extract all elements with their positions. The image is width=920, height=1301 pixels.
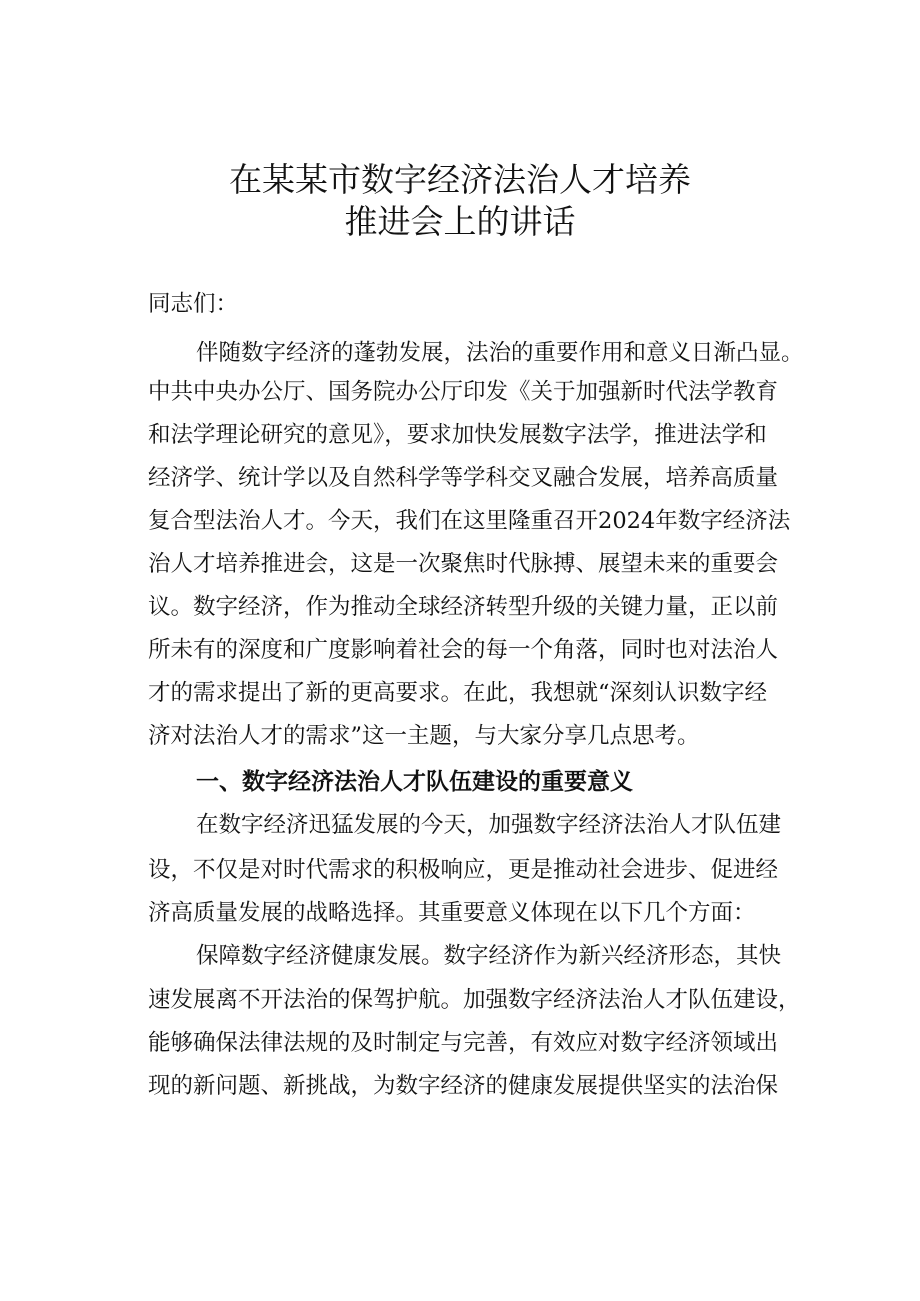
- section-heading: 一、数字经济法治人才队伍建设的重要意义: [196, 769, 633, 795]
- paragraph-2-line: 设，不仅是对时代需求的积极响应，更是推动社会进步、促进经: [148, 857, 779, 883]
- salutation: 同志们：: [148, 291, 239, 317]
- paragraph-2-line: 济高质量发展的战略选择。其重要意义体现在以下几个方面：: [148, 900, 756, 926]
- paragraph-1-line: 中共中央办公厅、国务院办公厅印发《关于加强新时代法学教育: [148, 379, 779, 405]
- paragraph-3-line: 保障数字经济健康发展。数字经济作为新兴经济形态，其快: [196, 943, 782, 969]
- paragraph-1-line: 所未有的深度和广度影响着社会的每一个角落，同时也对法治人: [148, 637, 779, 663]
- document-title-line-1: 在某某市数字经济法治人才培养: [229, 160, 691, 199]
- paragraph-1-line: 议。数字经济，作为推动全球经济转型升级的关键力量，正以前: [148, 594, 779, 620]
- paragraph-3-line: 现的新问题、新挑战，为数字经济的健康发展提供坚实的法治保: [148, 1073, 779, 1099]
- paragraph-1-line: 复合型法治人才。今天，我们在这里隆重召开2024年数字经济法: [148, 508, 791, 534]
- paragraph-1-line: 才的需求提出了新的更高要求。在此，我想就“深刻认识数字经: [148, 680, 768, 706]
- paragraph-1-line: 治人才培养推进会，这是一次聚焦时代脉搏、展望未来的重要会: [148, 551, 779, 577]
- paragraph-1-line: 济对法治人才的需求”这一主题，与大家分享几点思考。: [148, 723, 700, 749]
- paragraph-1-line: 伴随数字经济的蓬勃发展，法治的重要作用和意义日渐凸显。: [196, 340, 804, 366]
- paragraph-3-line: 能够确保法律法规的及时制定与完善，有效应对数字经济领域出: [148, 1030, 779, 1056]
- paragraph-3-line: 速发展离不开法治的保驾护航。加强数字经济法治人才队伍建设，: [148, 987, 801, 1013]
- paragraph-1-line: 经济学、统计学以及自然科学等学科交叉融合发展，培养高质量: [148, 465, 779, 491]
- document-title-line-2: 推进会上的讲话: [344, 202, 576, 241]
- paragraph-2-line: 在数字经济迅猛发展的今天，加强数字经济法治人才队伍建: [196, 812, 782, 838]
- paragraph-1-line: 和法学理论研究的意见》，要求加快发展数字法学，推进法学和: [148, 422, 767, 448]
